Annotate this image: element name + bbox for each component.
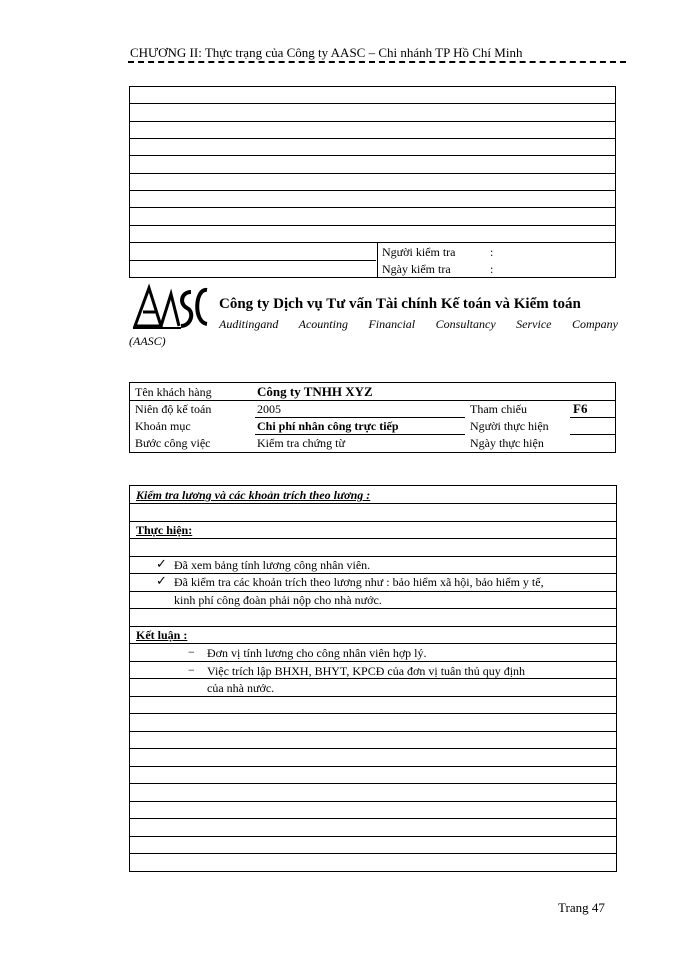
account-label: Khoản mục — [135, 419, 191, 433]
ruled-line — [130, 766, 616, 767]
page-number: Trang 47 — [558, 900, 605, 915]
ruled-line — [130, 173, 615, 174]
ruled-line — [130, 556, 616, 557]
ruled-line — [130, 121, 615, 122]
ruled-line — [130, 538, 616, 539]
ruled-line — [130, 573, 616, 574]
performer-label: Người thực hiện — [470, 419, 549, 433]
reviewer-label: Người kiểm tra — [382, 245, 456, 259]
engagement-info-box — [129, 382, 616, 453]
check-icon: ✓ — [156, 573, 167, 588]
field-underline — [570, 417, 616, 418]
ruled-line — [130, 207, 615, 208]
review-date-label: Ngày kiểm tra — [382, 262, 451, 276]
reviewer-colon: : — [490, 245, 494, 259]
ruled-line — [130, 731, 616, 732]
ruled-line — [130, 225, 615, 226]
client-value: Công ty TNHH XYZ — [257, 384, 373, 399]
ruled-line — [130, 696, 616, 697]
check-icon: ✓ — [156, 556, 167, 571]
ruled-line — [130, 801, 616, 802]
work-step-label: Bước công việc — [135, 436, 211, 450]
signoff-divider — [377, 242, 378, 277]
client-label: Tên khách hàng — [135, 385, 212, 399]
reference-label: Tham chiếu — [470, 402, 527, 416]
dash-bullet-icon: − — [188, 645, 195, 659]
ruled-line — [130, 783, 616, 784]
worksheet-heading: Kiểm tra lương và các khoản trích theo lương : — [136, 488, 371, 502]
work-step-value: Kiểm tra chứng từ — [257, 436, 345, 450]
perform-date-label: Ngày thực hiện — [470, 436, 544, 450]
ruled-line — [130, 190, 615, 191]
conclusion-item: Đơn vị tính lương cho công nhân viên hợp lý. — [207, 646, 427, 660]
ruled-line — [130, 591, 616, 592]
field-underline — [255, 417, 465, 418]
conclusion-item: của nhà nước. — [207, 681, 275, 695]
ruled-line — [130, 521, 616, 522]
ruled-line — [130, 155, 615, 156]
ruled-line — [130, 608, 616, 609]
ruled-line — [130, 260, 376, 261]
conclusion-heading: Kết luận : — [136, 628, 188, 642]
ruled-line — [130, 661, 616, 662]
ruled-line — [130, 748, 616, 749]
ruled-line — [130, 503, 616, 504]
ruled-line — [130, 836, 616, 837]
ruled-line — [130, 818, 616, 819]
reference-value: F6 — [573, 401, 588, 416]
performed-heading: Thực hiện: — [136, 523, 193, 537]
company-name-english: Auditingand Acounting Financial Consultancy Service Company — [219, 317, 618, 331]
worksheet-box — [129, 485, 617, 872]
ruled-line — [130, 713, 616, 714]
fiscal-year-value: 2005 — [257, 402, 281, 416]
company-name: Công ty Dịch vụ Tư vấn Tài chính Kế toán và Kiểm toán — [219, 296, 581, 312]
account-value: Chi phí nhân công trực tiếp — [257, 419, 399, 433]
dash-bullet-icon: − — [188, 663, 195, 677]
previous-notes-box — [129, 86, 616, 278]
performed-item: Đã xem bảng tính lương công nhân viên. — [174, 558, 371, 572]
field-underline — [255, 434, 465, 435]
aasc-logo — [131, 282, 209, 330]
ruled-line — [130, 400, 615, 401]
company-abbreviation: (AASC) — [129, 334, 166, 348]
ruled-line — [130, 103, 615, 104]
chapter-header: CHƯƠNG II: Thực trạng của Công ty AASC – Chi nhánh TP Hồ Chí Minh — [130, 45, 523, 60]
conclusion-item: Việc trích lập BHXH, BHYT, KPCĐ của đơn vị tuân thủ quy định — [207, 664, 526, 678]
ruled-line — [130, 242, 615, 243]
fiscal-year-label: Niên độ kế toán — [135, 402, 212, 416]
header-divider — [128, 61, 626, 63]
performed-item: Đã kiểm tra các khoản trích theo lương như : bảo hiểm xã hội, bảo hiểm y tế, — [174, 575, 544, 589]
ruled-line — [130, 643, 616, 644]
ruled-line — [130, 138, 615, 139]
ruled-line — [130, 626, 616, 627]
ruled-line — [130, 853, 616, 854]
review-date-colon: : — [490, 262, 494, 276]
field-underline — [570, 434, 616, 435]
performed-item: kinh phí công đoàn phải nộp cho nhà nước. — [174, 593, 382, 607]
